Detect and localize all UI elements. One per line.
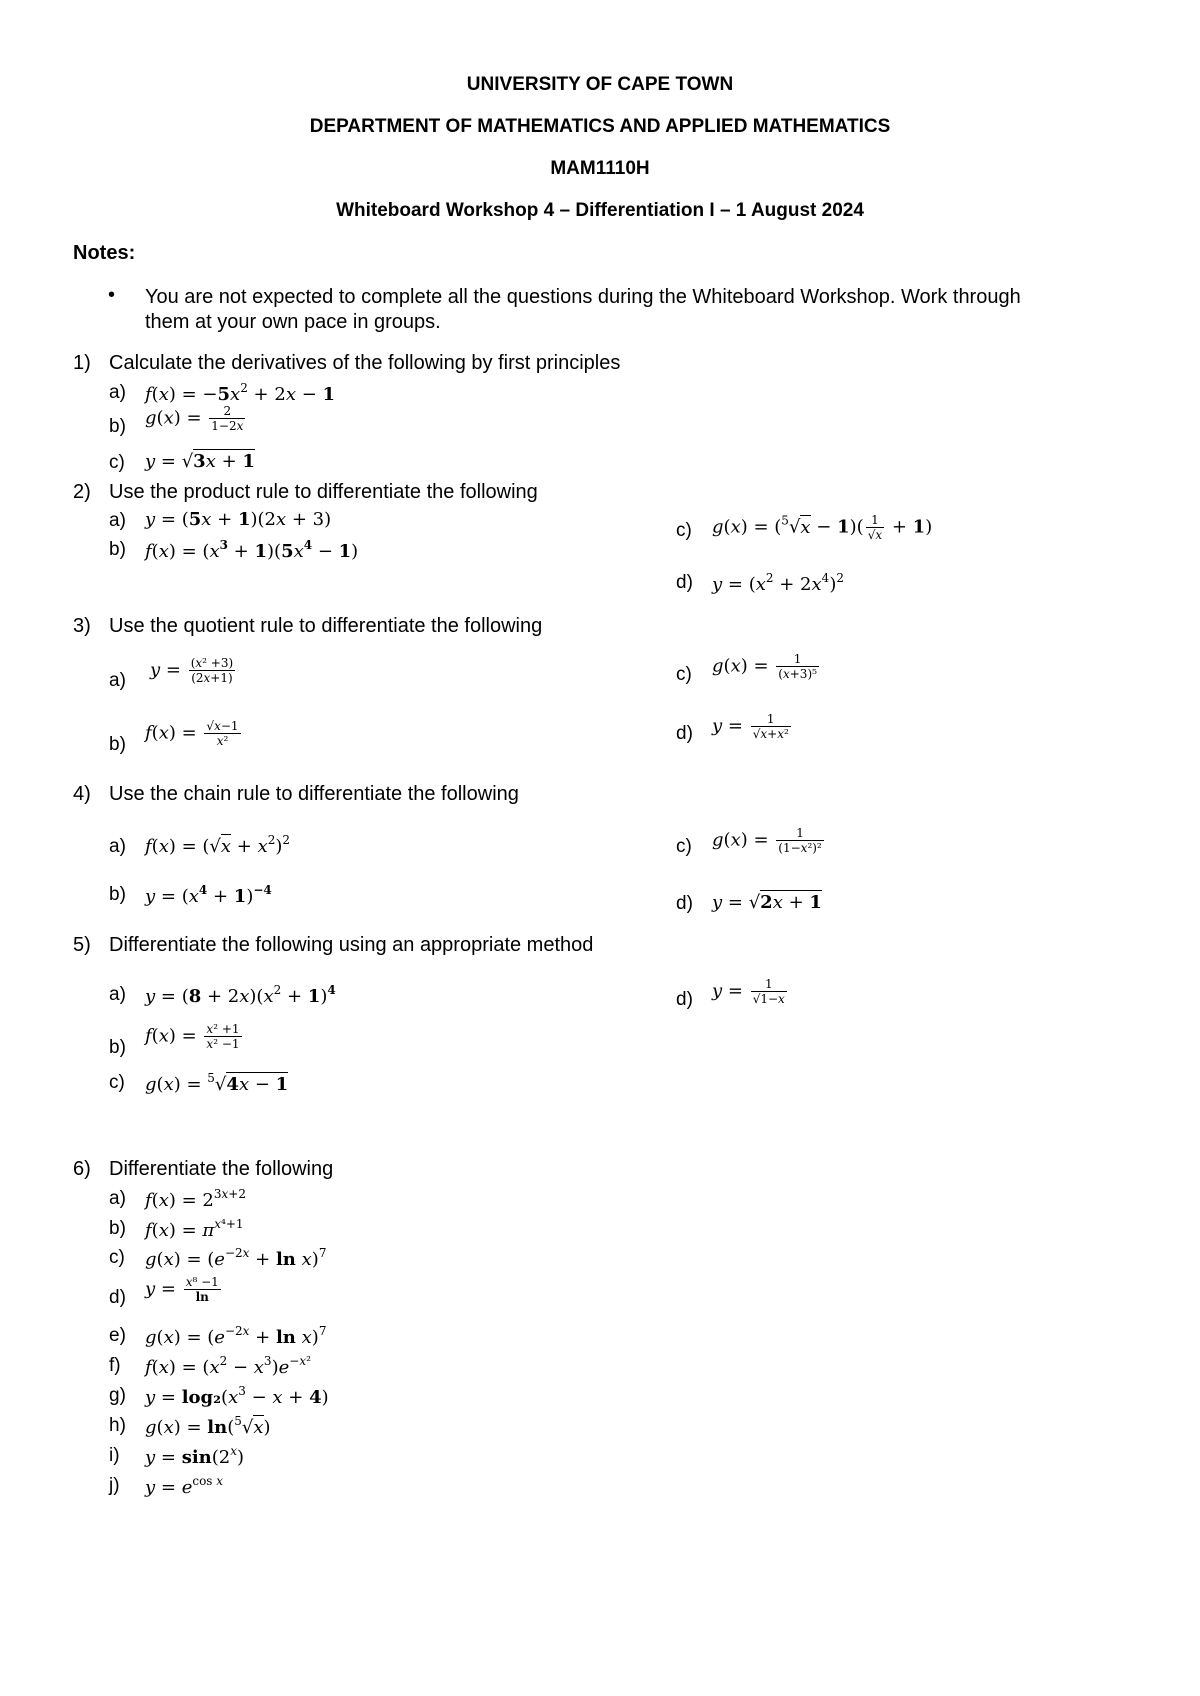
math-expression: y = (5x + 1)(2x + 3) (145, 509, 332, 530)
math-expression: g(x) = ln($^5$√x) (145, 1414, 271, 1438)
part-label: b) (109, 416, 126, 437)
math-expression: $f(x) = (x^2 - x^3)e^{-x^2}$ (145, 1354, 311, 1378)
part-label: a) (109, 836, 126, 857)
question-number: 5) (73, 934, 91, 956)
math-expression: $f(x) = (x^3 + 1)(5x^4 - 1)$ (145, 538, 359, 562)
part-label: b) (109, 734, 126, 755)
part-label: c) (109, 1072, 125, 1093)
part-label: f) (109, 1355, 121, 1376)
math-expression: $f(x) = 2^{3x+2}$ (145, 1187, 246, 1211)
part-label: d) (109, 1287, 126, 1308)
university-name: UNIVERSITY OF CAPE TOWN (466, 74, 734, 95)
question-text: Use the product rule to differentiate the following (109, 481, 538, 503)
part-label: c) (109, 1247, 125, 1268)
math-expression: $y = (x^4 + 1)^{-4}$ (145, 883, 272, 907)
part-label: d) (676, 893, 693, 914)
bullet-icon: • (108, 284, 116, 306)
question-text: Differentiate the following (109, 1158, 334, 1180)
question-text: Use the chain rule to differentiate the following (109, 783, 519, 805)
math-expression: y = √3x + 1 (145, 451, 255, 472)
part-label: c) (676, 520, 692, 541)
math-expression: $y = (8 + 2x)(x^2 + 1)^4$ (145, 983, 336, 1007)
math-expression: f(x) = $\frac{\text{x² +1}}{\text{x² −1}}$ (145, 1022, 240, 1051)
math-expression: y = $\frac{1}{√1-x}$ (712, 977, 785, 1006)
question-number: 6) (73, 1158, 91, 1180)
worksheet-title: Whiteboard Workshop 4 – Differentiation I – 1 August 2024 (336, 200, 864, 221)
question-text: Differentiate the following using an appropriate method (109, 934, 594, 956)
part-label: c) (676, 664, 692, 685)
part-label: a) (109, 382, 126, 403)
question-number: 2) (73, 481, 91, 503)
part-label: h) (109, 1415, 126, 1436)
part-label: b) (109, 539, 126, 560)
part-label: d) (676, 572, 693, 593)
notes-bullet-line1: You are not expected to complete all the questions during the Whiteboard Workshop. Work through (145, 286, 1021, 308)
part-label: j) (109, 1475, 120, 1496)
course-code: MAM1110H (550, 158, 650, 179)
math-expression: y = $\frac{1}{\text{√x+x²}}$ (712, 712, 789, 741)
question-number: 3) (73, 615, 91, 637)
math-expression: f(x) = $\frac{√x-1}{\text{x²}}$ (145, 719, 239, 748)
math-expression: $y = \log_2(x^3 - x + 4)$ (145, 1384, 329, 1408)
part-label: b) (109, 1037, 126, 1058)
part-label: a) (109, 984, 126, 1005)
math-expression: $y = e^{cos x}$ (145, 1474, 224, 1498)
math-expression: y = $\frac{\text{(x² +3)}}{(2x+1)}$ (150, 656, 234, 685)
math-expression: $f(x) = \pi^{x^4+1}$ (145, 1217, 244, 1241)
part-label: b) (109, 1218, 126, 1239)
department-name: DEPARTMENT OF MATHEMATICS AND APPLIED MATHEMATICS (309, 116, 891, 137)
math-expression: $g(x) = (e^{-2x} + \ln x)^7$ (145, 1324, 327, 1348)
math-expression: $g(x) = (e^{-2x} + \ln x)^7$ (145, 1246, 327, 1270)
math-expression: g(x) = $\frac{2}{1-2x}$ (145, 404, 244, 433)
part-label: a) (109, 670, 126, 691)
question-number: 4) (73, 783, 91, 805)
part-label: i) (109, 1445, 120, 1466)
part-label: a) (109, 510, 126, 531)
math-expression: y = $\frac{\text{x⁸ −1}}{\ln}$ (145, 1275, 219, 1304)
part-label: c) (676, 836, 692, 857)
part-label: b) (109, 884, 126, 905)
math-expression: $f(x) = -5x^2 + 2x - 1$ (145, 381, 336, 405)
math-expression: g(x) = $\frac{1}{\text{(1−x²)²}}$ (712, 826, 822, 855)
math-expression: $y = \sin(2^x)$ (145, 1444, 245, 1468)
math-expression: g(x) = ($^5$√x − 1)( $\frac{1}{√x}$ + 1) (712, 513, 933, 542)
part-label: d) (676, 989, 693, 1010)
math-expression: $f(x) = (√x + x^2)^2$ (145, 833, 291, 857)
part-label: e) (109, 1325, 126, 1346)
math-expression: g(x) = $\frac{1}{\text{(x+3)⁵}}$ (712, 652, 817, 681)
notes-bullet-line2: them at your own pace in groups. (145, 311, 441, 333)
part-label: g) (109, 1385, 126, 1406)
question-text: Calculate the derivatives of the following by first principles (109, 352, 621, 374)
question-text: Use the quotient rule to differentiate the following (109, 615, 543, 637)
math-expression: y = √2x + 1 (712, 892, 822, 913)
math-expression: $y = (x^2 + 2x^4)^2$ (712, 571, 844, 595)
math-expression: g(x) = $^5$√4x − 1 (145, 1071, 289, 1095)
part-label: d) (676, 723, 693, 744)
question-number: 1) (73, 352, 91, 374)
notes-heading: Notes: (73, 242, 136, 264)
part-label: a) (109, 1188, 126, 1209)
part-label: c) (109, 452, 125, 473)
